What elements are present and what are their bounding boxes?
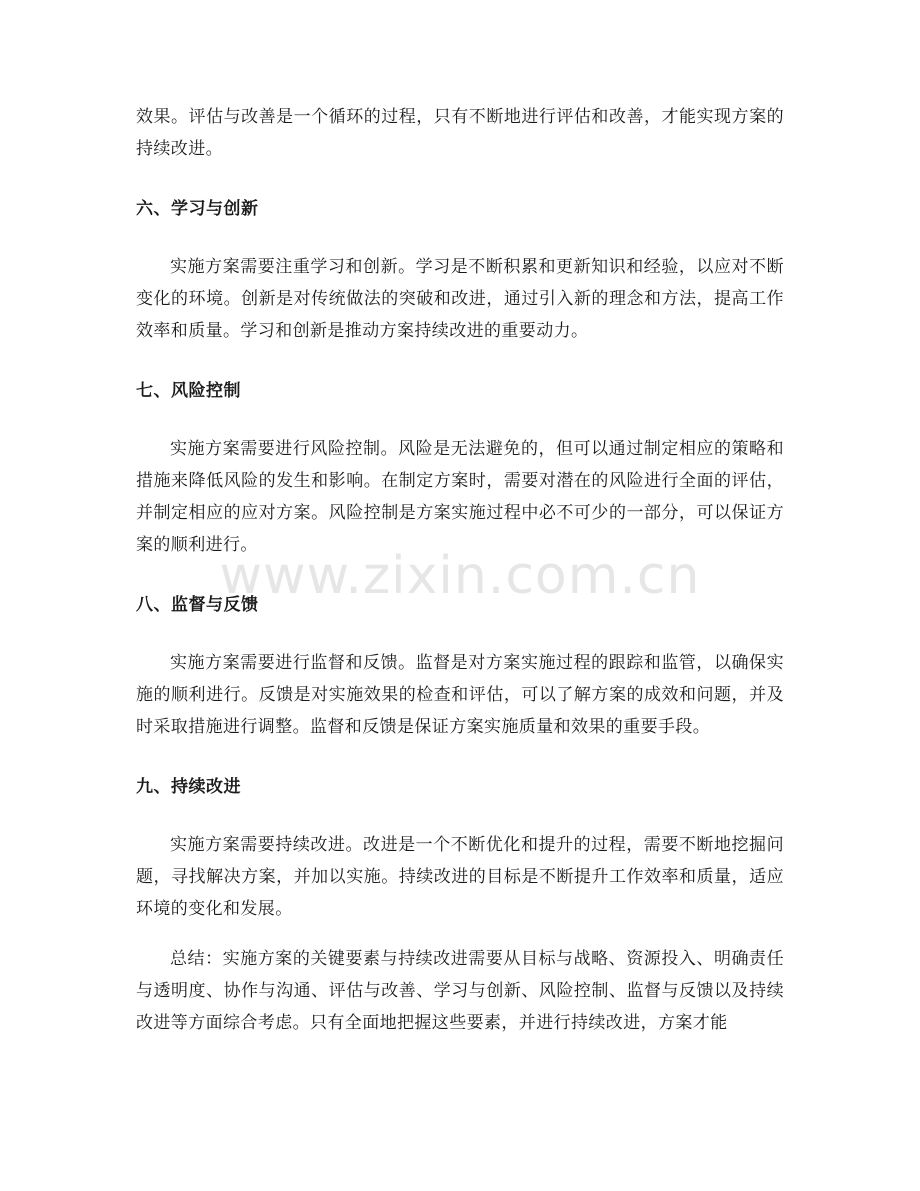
section-heading-learning-innovation: 六、学习与创新	[136, 199, 259, 219]
paragraph-learning-innovation: 实施方案需要注重学习和创新。学习是不断积累和更新知识和经验，以应对不断变化的环境。创新是对传统做法的突破和改进，通过引入新的理念和方法，提高工作效率和质量。学习和创新是推动方案持续改进的重要动力。	[136, 257, 784, 341]
paragraph-summary: 总结：实施方案的关键要素与持续改进需要从目标与战略、资源投入、明确责任与透明度、协作与沟通、评估与改善、学习与创新、风险控制、监督与反馈以及持续改进等方面综合考虑。只有全面地把握这些要素，并进行持续改进，方案才能	[136, 949, 784, 1033]
paragraph-evaluation-continued: 效果。评估与改善是一个循环的过程，只有不断地进行评估和改善，才能实现方案的持续改进。	[136, 107, 784, 159]
paragraph-supervision-feedback: 实施方案需要进行监督和反馈。监督是对方案实施过程的跟踪和监管，以确保实施的顺利进行。反馈是对实施效果的检查和评估，可以了解方案的成效和问题，并及时采取措施进行调整。监督和反馈是保证方案实施质量和效果的重要手段。	[136, 653, 784, 737]
document-body	[136, 101, 784, 1039]
section-heading-risk-control: 七、风险控制	[136, 381, 241, 401]
section-heading-supervision-feedback: 八、监督与反馈	[136, 595, 259, 615]
section-heading-continuous-improvement: 九、持续改进	[136, 777, 241, 797]
watermark: www.zixin.com.cn	[219, 546, 701, 606]
paragraph-risk-control: 实施方案需要进行风险控制。风险是无法避免的，但可以通过制定相应的策略和措施来降低风险的发生和影响。在制定方案时，需要对潜在的风险进行全面的评估，并制定相应的应对方案。风险控制是方案实施过程中必不可少的一部分，可以保证方案的顺利进行。	[136, 439, 784, 555]
paragraph-continuous-improvement: 实施方案需要持续改进。改进是一个不断优化和提升的过程，需要不断地挖掘问题，寻找解决方案，并加以实施。持续改进的目标是不断提升工作效率和质量，适应环境的变化和发展。	[136, 835, 784, 919]
